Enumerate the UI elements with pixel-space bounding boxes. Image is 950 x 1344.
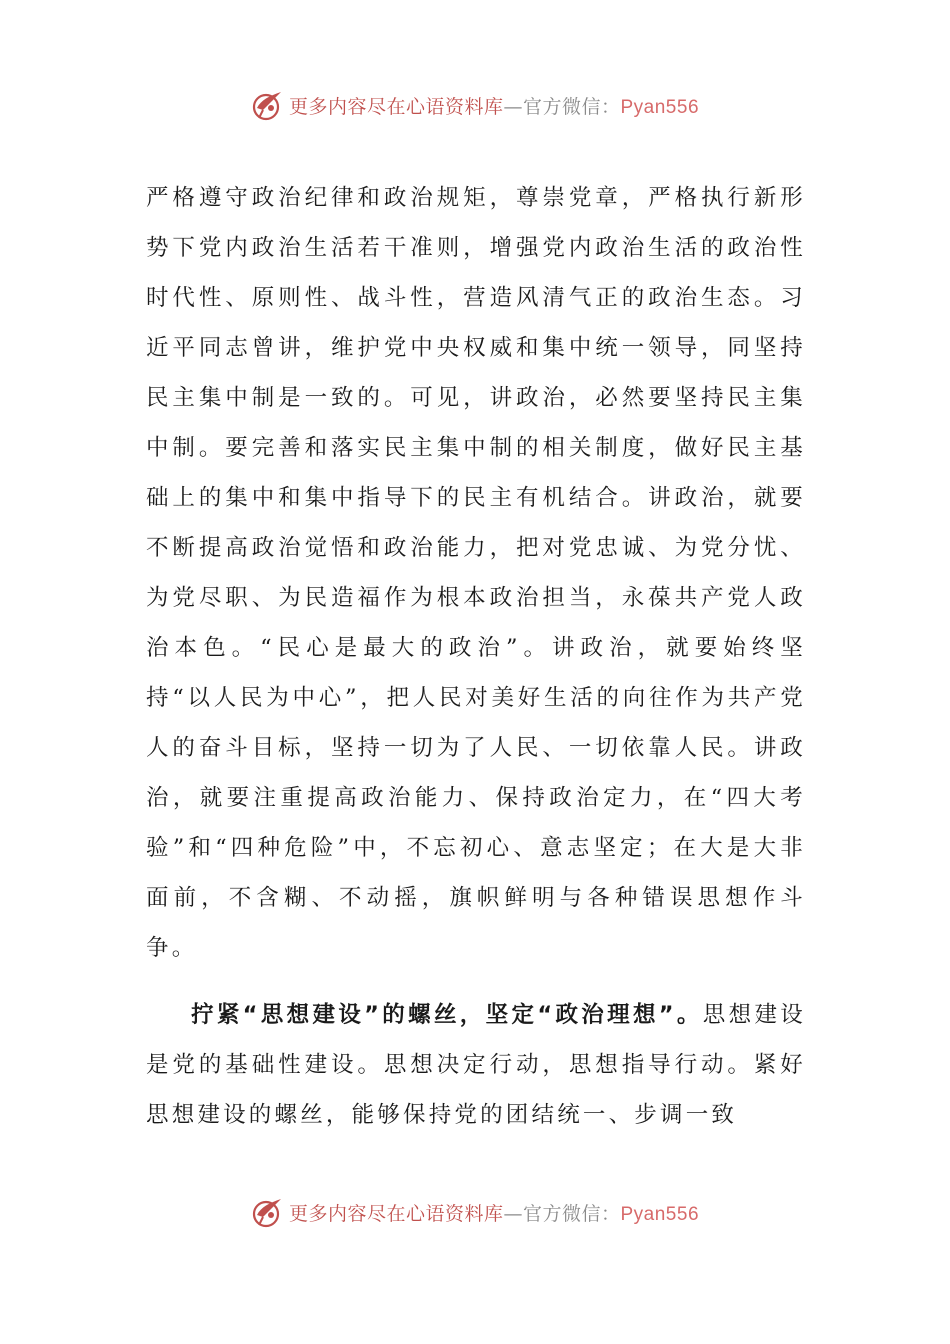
header-banner-text (289, 92, 699, 119)
paragraph-2 (146, 990, 806, 1140)
header-banner-content (251, 88, 699, 122)
document-body (146, 173, 806, 1140)
header-banner (0, 85, 950, 125)
paragraph-2-text: 思想建设是党的基础性建设。思想决定行动，思想指导行动。紧好思想建设的螺丝，能够保持党的团结统一、步调一致 (146, 1002, 806, 1128)
footer-site-name: 更多内容尽在心语资料库 (288, 1202, 504, 1225)
paragraph-2-heading: 拧紧“思想建设”的螺丝，坚定“政治理想”。 (191, 1002, 703, 1028)
quill-logo-icon (251, 1195, 285, 1229)
quill-logo-icon (251, 88, 285, 122)
header-wechat-label: 官方微信： (522, 95, 621, 118)
header-separator: — (503, 95, 523, 118)
footer-banner (0, 1192, 950, 1232)
header-wechat-id: Pyan556 (620, 96, 700, 118)
footer-banner-text (289, 1199, 699, 1226)
header-site-name: 更多内容尽在心语资料库 (288, 95, 504, 118)
footer-wechat-label: 官方微信： (522, 1202, 621, 1225)
footer-separator: — (503, 1202, 523, 1225)
footer-wechat-id: Pyan556 (620, 1203, 700, 1225)
paragraph-1: 严格遵守政治纪律和政治规矩，尊崇党章，严格执行新形势下党内政治生活若干准则，增强党内政治生活的政治性时代性、原则性、战斗性，营造风清气正的政治生态。习近平同志曾讲，维护党中央权威和集中统一领导，同坚持民主集中制是一致的。可见，讲政治，必然要坚持民主集中制。要完善和落实民主集中制的相关制度，做好民主基础上的集中和集中指导下的民主有机结合。讲政治，就要不断提高政治觉悟和政治能力，把对党忠诚、为党分忧、为党尽职、为民造福作为根本政治担当，永葆共产党人政治本色。“民心是最大的政治”。讲政治，就要始终坚持“以人民为中心”，把人民对美好生活的向往作为共产党人的奋斗目标，坚持一切为了人民、一切依靠人民。讲政治，就要注重提高政治能力、保持政治定力，在“四大考验”和“四种危险”中，不忘初心、意志坚定；在大是大非面前，不含糊、不动摇，旗帜鲜明与各种错误思想作斗争。 (146, 185, 806, 961)
footer-banner-content (251, 1195, 699, 1229)
